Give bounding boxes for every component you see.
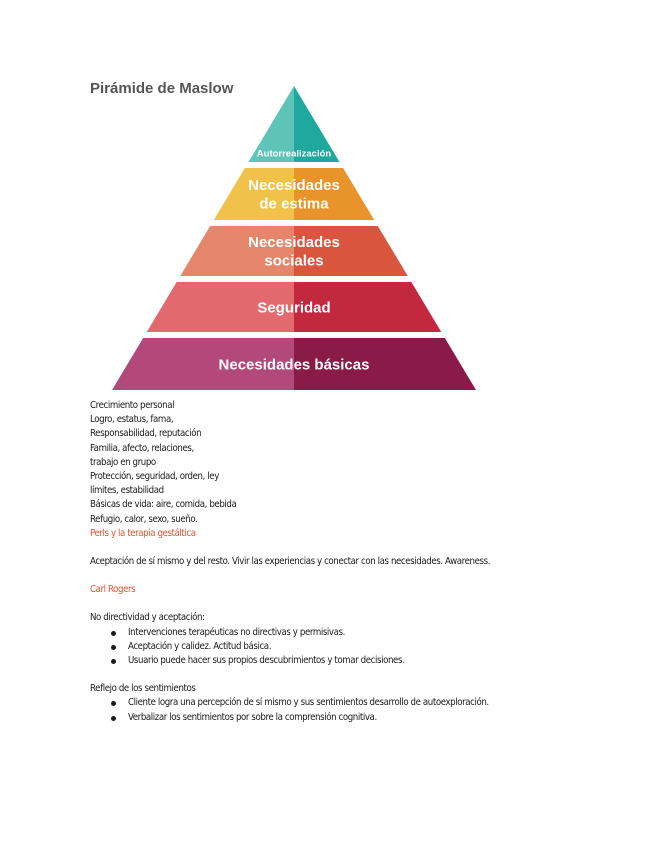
needs-line: Crecimiento personal <box>90 400 175 411</box>
maslow-pyramid-figure <box>80 70 500 400</box>
list-item: Verbalizar los sentimientos por sobre la comprensión cognitiva. <box>128 711 610 725</box>
list-item: Cliente logra una percepción de sí mismo y sus sentimientos desarrollo de autoexploración. <box>128 696 610 710</box>
pyramid-tier-label: Necesidades <box>248 176 340 194</box>
reflection-heading: Reflejo de los sentimientos <box>90 683 196 695</box>
needs-list <box>90 399 610 527</box>
pyramid-tier-label: sociales <box>264 252 324 270</box>
perls-heading: Perls y la terapia gestáltica <box>90 527 196 539</box>
needs-line: Responsabilidad, reputación <box>90 428 202 440</box>
pyramid-tier-label: Seguridad <box>257 299 331 317</box>
needs-line: límites, estabilidad <box>90 485 164 497</box>
directivity-heading: No directividad y aceptación: <box>90 612 205 624</box>
pyramid-tier-label: Necesidades básicas <box>218 356 370 374</box>
pyramid-tier-label: Necesidades <box>248 233 340 251</box>
list-item: Aceptación y calidez. Actitud básica. <box>128 640 610 654</box>
directivity-list <box>90 626 610 669</box>
pyramid-title: Pirámide de Maslow <box>90 80 234 97</box>
reflection-list <box>90 696 610 724</box>
needs-line: trabajo en grupo <box>90 456 156 468</box>
needs-line: Refugio, calor, sexo, sueño. <box>90 513 198 525</box>
pyramid-tier-label: Autorrealización <box>256 148 332 160</box>
pyramid-graphic <box>80 70 500 400</box>
needs-line: Protección, seguridad, orden, ley <box>90 471 219 483</box>
needs-line: Logro, estatus, fama, <box>90 414 174 426</box>
pyramid-tier-label: de estima <box>259 195 329 213</box>
list-item: Intervenciones terapéuticas no directivas y permisivas. <box>128 626 610 640</box>
needs-line: Familia, afecto, relaciones, <box>90 442 194 454</box>
needs-line: Básicas de vida: aire, comida, bebida <box>90 499 237 511</box>
notes-section <box>90 399 610 725</box>
rogers-heading: Carl Rogers <box>90 584 136 596</box>
list-item: Usuario puede hacer sus propios descubrimientos y tomar decisiones. <box>128 654 610 668</box>
perls-paragraph: Aceptación de sí mismo y del resto. Vivir las experiencias y conectar con las necesidades. Awareness. <box>90 556 491 568</box>
